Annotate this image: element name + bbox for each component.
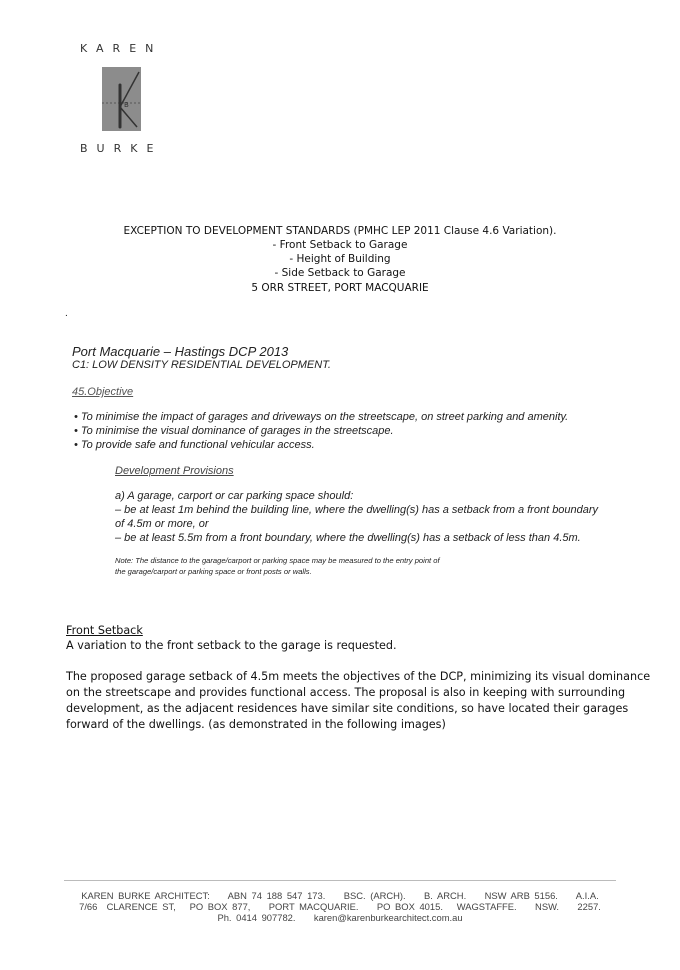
footer-line: Ph. 0414 907782. karen@karenburkearchitect.com.au	[217, 912, 463, 923]
footer-divider	[64, 880, 616, 881]
footer-line: KAREN BURKE ARCHITECT: ABN 74 188 547 173. BSC. (ARCH). B. ARCH. NSW ARB 5156. A.I.A.	[81, 890, 599, 901]
bullet-text: To minimise the visual dominance of garages in the streetscape.	[80, 425, 394, 437]
logo-monogram-icon	[102, 67, 141, 131]
section-heading: Front Setback	[66, 624, 143, 637]
note-line: Note: The distance to the garage/carport or parking space may be measured to the entry point of	[115, 556, 440, 565]
paragraph-line: development, as the adjacent residences have similar site conditions, so have located their garages	[66, 702, 629, 715]
logo-word-bottom: BURKE	[80, 142, 163, 155]
title-line: - Side Setback to Garage	[274, 267, 406, 279]
provision-line: a) A garage, carport or car parking space should:	[115, 490, 354, 502]
bullet-text: To minimise the impact of garages and driveways on the streetscape, on street parking and amenity.	[80, 411, 569, 423]
provisions-label: Development Provisions	[115, 465, 234, 477]
bullet-text: To provide safe and functional vehicular access.	[80, 439, 315, 451]
title-line: - Front Setback to Garage	[272, 239, 408, 251]
paragraph-line: on the streetscape and provides functional access. The proposal is also in keeping with surrounding	[66, 686, 626, 699]
logo-monogram-letter: B	[124, 101, 129, 109]
objective-bullet: • To minimise the visual dominance of garages in the streetscape.	[74, 425, 394, 437]
paragraph-line: forward of the dwellings. (as demonstrated in the following images)	[66, 718, 446, 731]
objective-label: 45.Objective	[72, 386, 134, 398]
logo-word-top: KAREN	[80, 42, 163, 55]
note-line: the garage/carport or parking space or front posts or walls.	[115, 567, 312, 576]
title-line: - Height of Building	[289, 253, 391, 265]
footer-line: 7/66 CLARENCE ST, PO BOX 877, PORT MACQUARIE. PO BOX 4015. WAGSTAFFE. NSW. 2257.	[79, 901, 601, 912]
provision-line: – be at least 1m behind the building line, where the dwelling(s) has a setback from a front boundary	[115, 504, 599, 516]
stray-mark: .	[65, 308, 68, 319]
intro-text: A variation to the front setback to the garage is requested.	[66, 639, 397, 652]
paragraph-line: The proposed garage setback of 4.5m meets the objectives of the DCP, minimizing its visual dominance	[66, 670, 651, 683]
provision-line: of 4.5m or more, or	[115, 518, 209, 530]
dcp-subheading: C1: LOW DENSITY RESIDENTIAL DEVELOPMENT.	[72, 359, 331, 371]
provision-line: – be at least 5.5m from a front boundary, where the dwelling(s) has a setback of less than 4.5m.	[115, 532, 581, 544]
title-line: EXCEPTION TO DEVELOPMENT STANDARDS (PMHC LEP 2011 Clause 4.6 Variation).	[123, 225, 557, 237]
title-line: 5 ORR STREET, PORT MACQUARIE	[251, 282, 429, 294]
dcp-heading: Port Macquarie – Hastings DCP 2013	[72, 344, 289, 359]
objective-bullet: • To minimise the impact of garages and driveways on the streetscape, on street parking and amenity.	[74, 411, 569, 423]
objective-bullet: • To provide safe and functional vehicular access.	[74, 439, 315, 451]
